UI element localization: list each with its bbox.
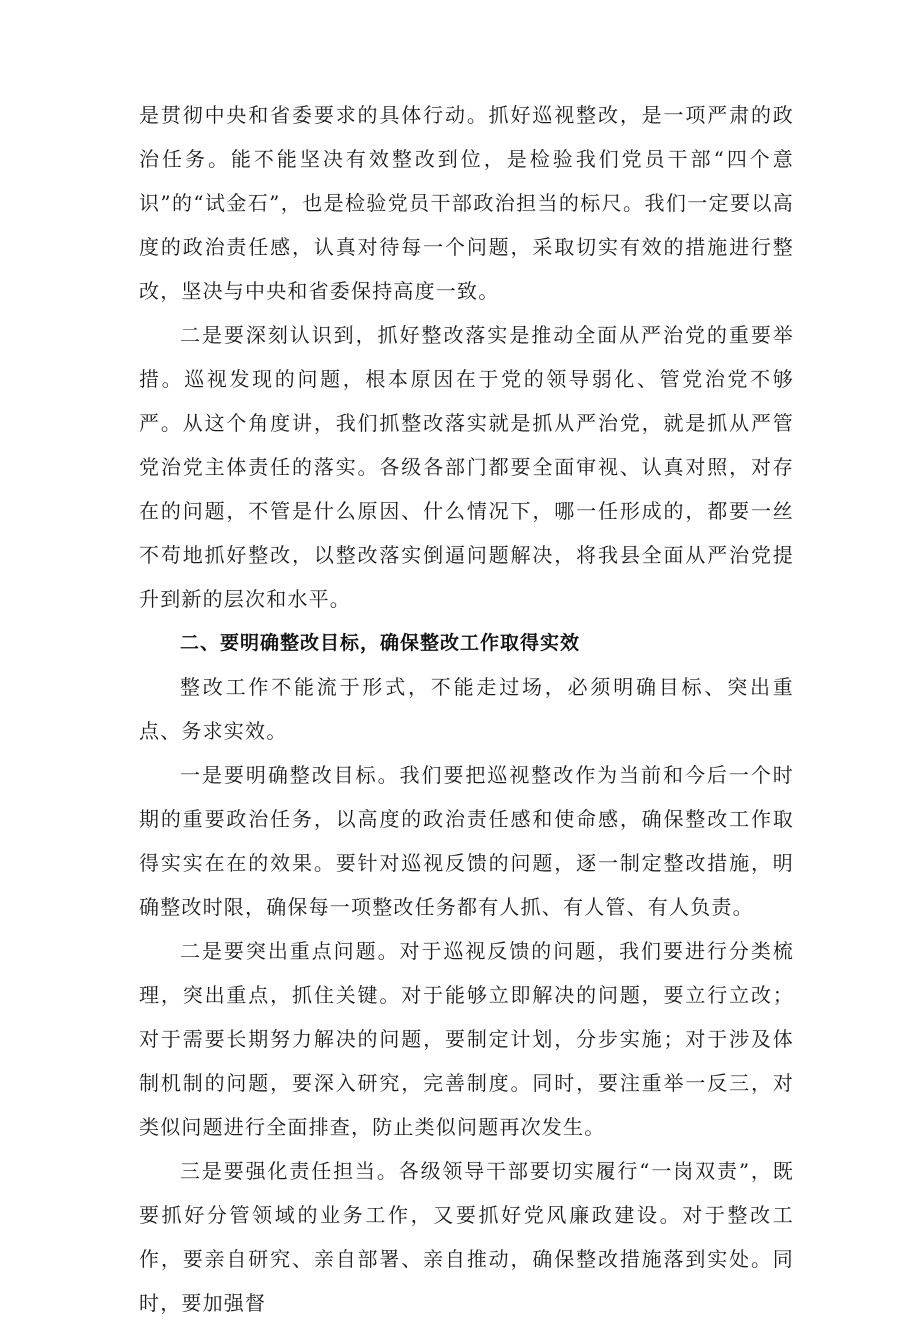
- paragraph-responsibility: 三是要强化责任担当。各级领导干部要切实履行“一岗双责”，既要抓好分管领域的业务工作，又要抓好党风廉政建设。对于整改工作，要亲自研究、亲自部署、亲自推动，确保整改措施落到实处。同时，要加强督: [139, 1159, 794, 1315]
- paragraph-continuation: 是贯彻中央和省委要求的具体行动。抓好巡视整改，是一项严肃的政治任务。能不能坚决有效整改到位，是检验我们党员干部“四个意识”的“试金石”，也是检验党员干部政治担当的标尺。我们一定要以高度的政治责任感，认真对待每一个问题，采取切实有效的措施进行整改，坚决与中央和省委保持高度一致。: [139, 103, 794, 303]
- section-heading: 二、要明确整改目标，确保整改工作取得实效: [180, 632, 581, 654]
- paragraph-key-issues: 二是要突出重点问题。对于巡视反馈的问题，我们要进行分类梳理，突出重点，抓住关键。对于能够立即解决的问题，要立行立改；对于需要长期努力解决的问题，要制定计划，分步实施；对于涉及体制机制的问题，要深入研究，完善制度。同时，要注重举一反三，对类似问题进行全面排查，防止类似问题再次发生。: [139, 939, 794, 1139]
- paragraph-intro: 整改工作不能流于形式，不能走过场，必须明确目标、突出重点、务求实效。: [139, 675, 794, 743]
- paragraph-point-two: 二是要深刻认识到，抓好整改落实是推动全面从严治党的重要举措。巡视发现的问题，根本原因在于党的领导弱化、管党治党不够严。从这个角度讲，我们抓整改落实就是抓从严治党，就是抓从严管党治党主体责任的落实。各级各部门都要全面审视、认真对照，对存在的问题，不管是什么原因、什么情况下，哪一任形成的，都要一丝不苟地抓好整改，以整改落实倒逼问题解决，将我县全面从严治党提升到新的层次和水平。: [139, 323, 794, 611]
- document-page: [139, 93, 794, 1325]
- paragraph-goal: 一是要明确整改目标。我们要把巡视整改作为当前和今后一个时期的重要政治任务，以高度的政治责任感和使命感，确保整改工作取得实实在在的效果。要针对巡视反馈的问题，逐一制定整改措施，明确整改时限，确保每一项整改任务都有人抓、有人管、有人负责。: [139, 763, 794, 919]
